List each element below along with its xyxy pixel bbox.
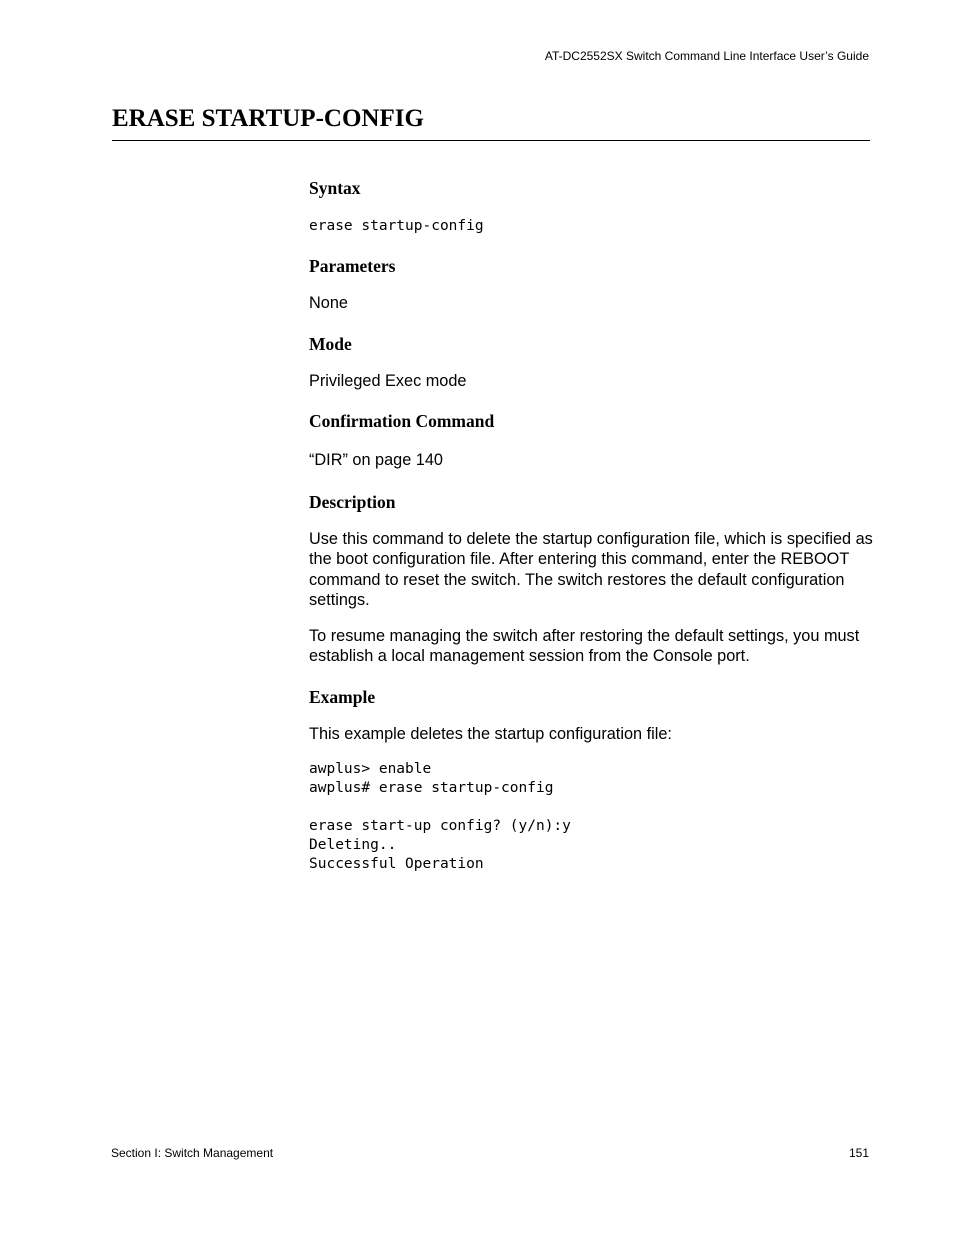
confirmation-link[interactable]: “DIR” on page 140 <box>309 451 443 469</box>
code-line <box>309 798 874 817</box>
example-intro: This example deletes the startup configuration file: <box>309 724 672 743</box>
content <box>309 178 874 874</box>
description-paragraph-2: To resume managing the switch after restoring the default settings, you must establish a local management session from the Console port. <box>309 626 860 665</box>
code-line: Deleting.. <box>309 837 397 853</box>
title-rule <box>112 140 870 141</box>
running-header: AT-DC2552SX Switch Command Line Interface User’s Guide <box>544 49 869 63</box>
description-heading: Description <box>309 491 396 512</box>
parameters-text: None <box>309 294 348 312</box>
footer-section: Section I: Switch Management <box>111 1146 274 1160</box>
code-line: erase start-up config? (y/n):y <box>309 818 571 834</box>
mode-heading: Mode <box>309 333 352 354</box>
syntax-heading: Syntax <box>309 178 361 198</box>
confirmation-heading: Confirmation Command <box>309 411 495 431</box>
parameters-heading: Parameters <box>309 256 396 276</box>
mode-text: Privileged Exec mode <box>309 371 467 390</box>
example-code-block <box>309 760 874 874</box>
example-heading: Example <box>309 686 376 707</box>
code-line: awplus# erase startup-config <box>309 780 554 796</box>
syntax-code: erase startup-config <box>309 218 484 234</box>
page-title: ERASE STARTUP-CONFIG <box>112 105 424 132</box>
page-number: 151 <box>848 1146 869 1160</box>
description-paragraph-1: Use this command to delete the startup configuration file, which is specified as the boot configuration file. After entering this command, enter the REBOOT command to reset the switch. The switch restores the default configuration settings. <box>309 529 873 609</box>
code-line: Successful Operation <box>309 856 484 872</box>
code-line: awplus> enable <box>309 761 432 777</box>
